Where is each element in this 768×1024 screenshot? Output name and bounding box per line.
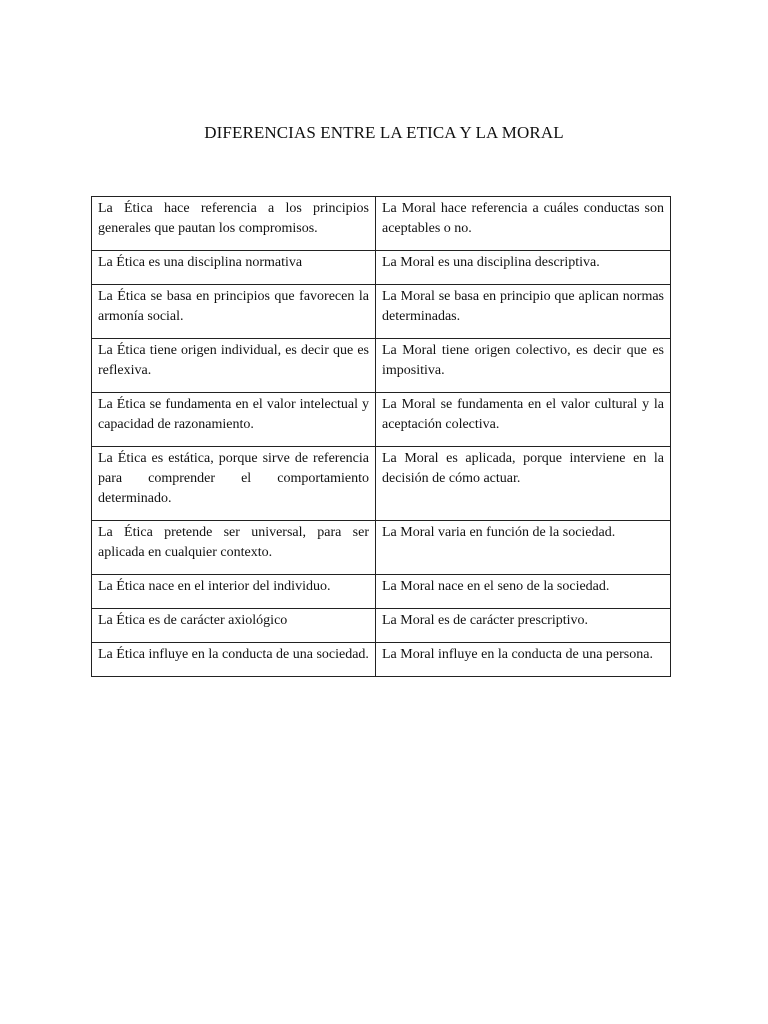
table-row: [92, 521, 671, 575]
moral-cell: La Moral es una disciplina descriptiva.: [376, 251, 671, 285]
etica-cell: La Ética es de carácter axiológico: [92, 609, 376, 643]
etica-cell: La Ética es estática, porque sirve de referencia para comprender el comportamiento determinado.: [92, 447, 376, 521]
differences-table: [91, 196, 671, 677]
page-title: DIFERENCIAS ENTRE LA ETICA Y LA MORAL: [204, 123, 564, 142]
moral-cell: La Moral influye en la conducta de una persona.: [376, 643, 671, 677]
moral-cell: La Moral nace en el seno de la sociedad.: [376, 575, 671, 609]
table-row: [92, 285, 671, 339]
table-row: [92, 339, 671, 393]
etica-cell: La Ética tiene origen individual, es decir que es reflexiva.: [92, 339, 376, 393]
table-row: [92, 447, 671, 521]
table-row: [92, 643, 671, 677]
moral-cell: La Moral es aplicada, porque interviene en la decisión de cómo actuar.: [376, 447, 671, 521]
table-row: [92, 251, 671, 285]
table-row: [92, 575, 671, 609]
etica-cell: La Ética se fundamenta en el valor intelectual y capacidad de razonamiento.: [92, 393, 376, 447]
moral-cell: La Moral hace referencia a cuáles conductas son aceptables o no.: [376, 197, 671, 251]
moral-cell: La Moral varia en función de la sociedad.: [376, 521, 671, 575]
moral-cell: La Moral se fundamenta en el valor cultural y la aceptación colectiva.: [376, 393, 671, 447]
moral-cell: La Moral es de carácter prescriptivo.: [376, 609, 671, 643]
etica-cell: La Ética influye en la conducta de una sociedad.: [92, 643, 376, 677]
table-row: [92, 393, 671, 447]
etica-cell: La Ética pretende ser universal, para ser aplicada en cualquier contexto.: [92, 521, 376, 575]
etica-cell: La Ética es una disciplina normativa: [92, 251, 376, 285]
moral-cell: La Moral tiene origen colectivo, es decir que es impositiva.: [376, 339, 671, 393]
table-row: [92, 609, 671, 643]
table-row: [92, 197, 671, 251]
etica-cell: La Ética hace referencia a los principios generales que pautan los compromisos.: [92, 197, 376, 251]
moral-cell: La Moral se basa en principio que aplican normas determinadas.: [376, 285, 671, 339]
etica-cell: La Ética se basa en principios que favorecen la armonía social.: [92, 285, 376, 339]
etica-cell: La Ética nace en el interior del individuo.: [92, 575, 376, 609]
